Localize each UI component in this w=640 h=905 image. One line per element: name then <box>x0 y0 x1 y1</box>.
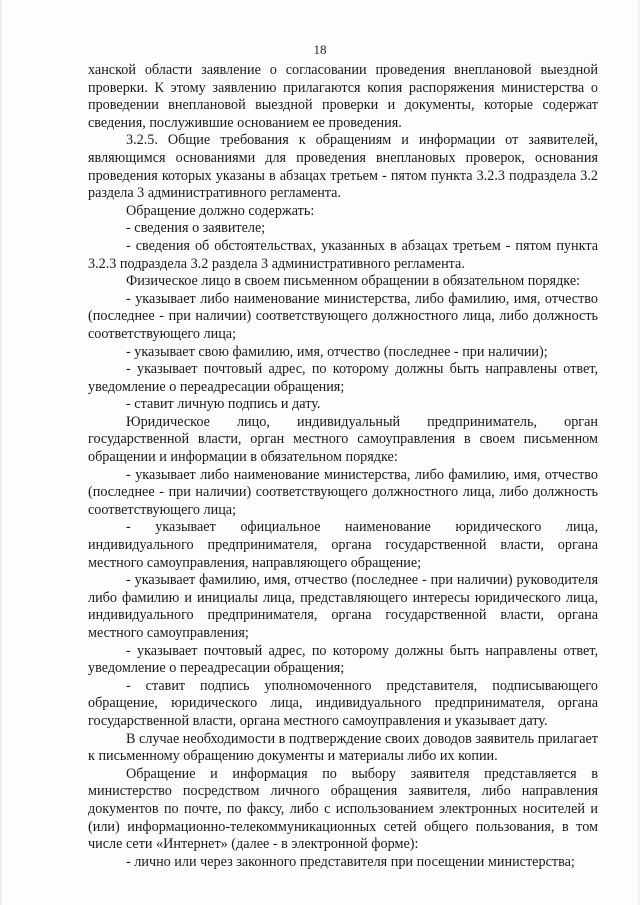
paragraph: В случае необходимости в подтверждение своих доводов заявитель прилагает к письменному обращению документы и материалы либо их копии. <box>88 730 598 765</box>
paragraph: - указывает фамилию, имя, отчество (последнее - при наличии) руководителя либо фамилию и инициалы лица, представляющего интересы юридического лица, индивидуального предпринимателя, органа государственной власти, органа местного самоуправления; <box>88 572 598 641</box>
document-body <box>88 62 598 871</box>
page-number: 18 <box>313 42 327 57</box>
paragraph: Юридическое лицо, индивидуальный предприниматель, орган государственной власти, орган местного самоуправления в своем письменном обращении и информации в обязательном порядке: <box>88 413 598 466</box>
paragraph: - указывает либо наименование министерства, либо фамилию, имя, отчество (последнее - при наличии) соответствующего должностного лица, либо должность соответствующего лица; <box>88 290 598 342</box>
paragraph: - сведения о заявителе; <box>126 220 266 237</box>
paragraph: ханской области заявление о согласовании проведения внеплановой выездной проверки. К этому заявлению прилагаются копия распоряжения министерства о проведении внеплановой выездной проверки и документы, которые содержат сведения, послужившие основанием ее проведения. <box>88 62 598 131</box>
paragraph: 3.2.5. Общие требования к обращениям и информации от заявителей, являющимся основаниями для проведения внеплановых проверок, основания проведения которых указаны в абзацах третьем - пятом пункта 3.2.3 подраздела 3.2 раздела 3 административного регламента. <box>88 132 598 202</box>
paragraph: Обращение и информация по выбору заявителя представляется в министерство посредством личного обращения заявителя, либо направления документов по почте, по факсу, либо с использованием электронных носителей и (или) информационно-телекоммуникационных сетей общего пользования, в том числе сети «Интернет» (далее - в электронной форме): <box>88 765 598 853</box>
paragraph: - лично или через законного представителя при посещении министерства; <box>126 853 575 870</box>
paragraph: - указывает свою фамилию, имя, отчество (последнее - при наличии); <box>126 343 548 360</box>
paragraph: - указывает почтовый адрес, по которому должны быть направлены ответ, уведомление о переадресации обращения; <box>88 361 598 395</box>
paragraph: Обращение должно содержать: <box>126 202 315 219</box>
paragraph: - ставит личную подпись и дату. <box>126 396 321 413</box>
paragraph: - ставит подпись уполномоченного представителя, подписывающего обращение, юридического лица, индивидуального предпринимателя, органа государственной власти, органа местного самоуправления и указывает дату. <box>88 677 598 729</box>
paragraph: - сведения об обстоятельствах, указанных в абзацах третьем - пятом пункта 3.2.3 подраздела 3.2 раздела 3 административного регламента. <box>88 237 598 272</box>
paragraph: - указывает официальное наименование юридического лица, индивидуального предпринимателя, органа государственной власти, органа местного самоуправления, направляющего обращение; <box>88 519 598 571</box>
scan-edge-left <box>0 0 3 905</box>
paragraph: Физическое лицо в своем письменном обращении в обязательном порядке: <box>126 273 581 290</box>
paragraph: - указывает почтовый адрес, по которому должны быть направлены ответ, уведомление о переадресации обращения; <box>88 642 598 677</box>
paragraph: - указывает либо наименование министерства, либо фамилию, имя, отчество (последнее - при наличии) соответствующего должностного лица, либо должность соответствующего лица; <box>88 466 598 518</box>
